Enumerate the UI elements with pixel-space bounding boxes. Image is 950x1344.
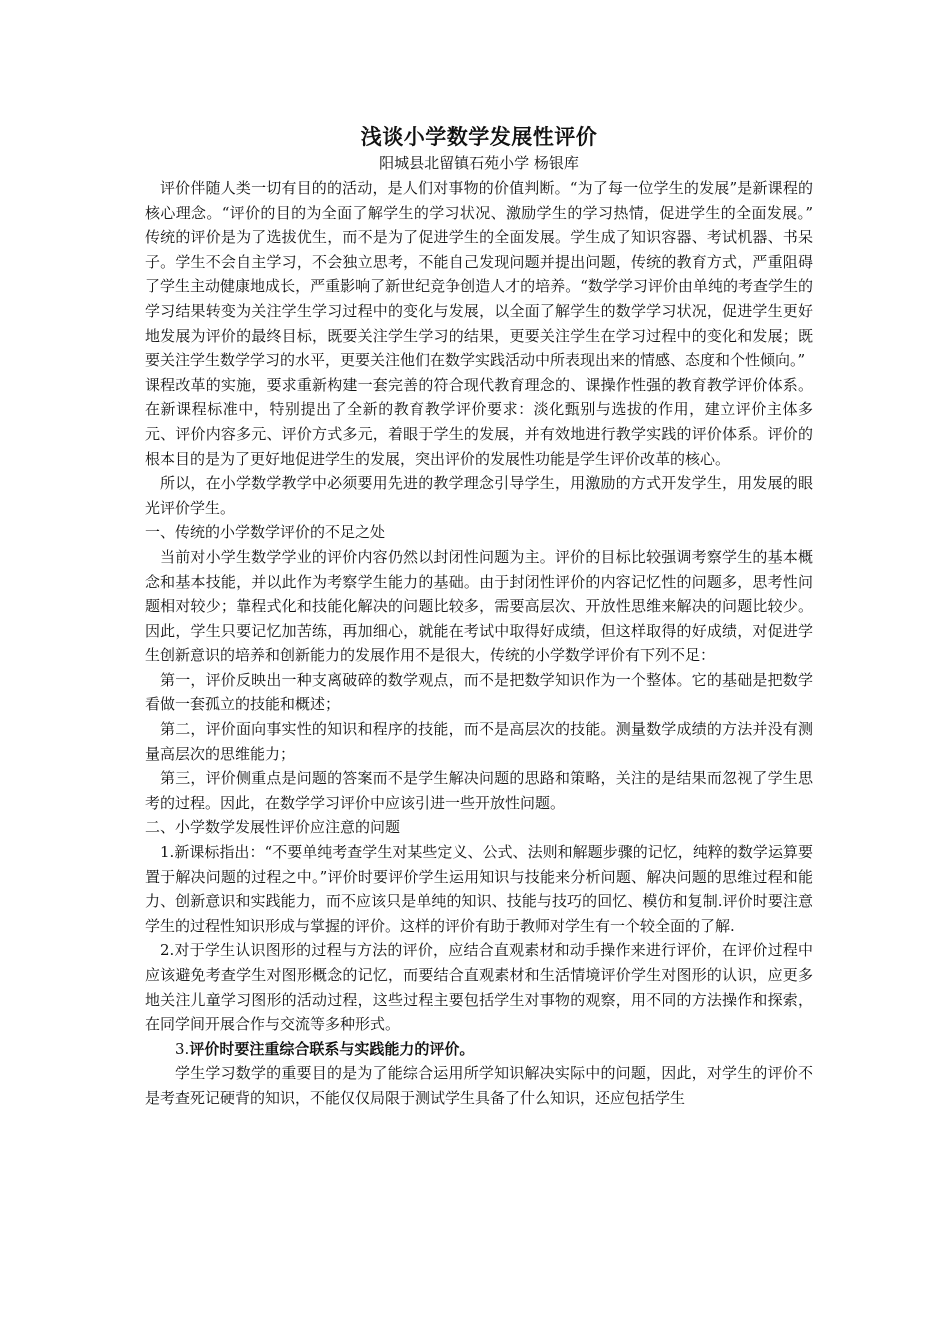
paragraph-item-1: 1.新课标指出：“不要单纯考查学生对某些定义、公式、法则和解题步骤的记忆，纯粹的数学运算要置于解决问题的过程之中。”评价时要评价学生运用知识与技能来分析问题、解决问题的思维过程和能力、创新意识和实践能力，而不应该只是单纯的知识、技能与技巧的回忆、模仿和复制.评价时要注意学生的过程性知识形成与掌握的评价。这样的评价有助于教师对学生有一个较全面的了解. [145,843,813,935]
document-title: 浅谈小学数学发展性评价 [360,124,598,149]
section-heading-2: 二、小学数学发展性评价应注意的问题 [145,818,401,837]
section-heading-1: 一、传统的小学数学评价的不足之处 [145,523,386,542]
subheading-number: 3. [175,1039,190,1058]
paragraph-item-3: 学生学习数学的重要目的是为了能综合运用所学知识解决实际中的问题，因此，对学生的评价不是考查死记硬背的知识，不能仅仅局限于测试学生具备了什么知识，还应包括学生 [145,1064,813,1107]
paragraph-first-point: 第一，评价反映出一种支离破碎的数学观点，而不是把数学知识作为一个整体。它的基础是把数学看做一套孤立的技能和概述； [145,670,813,714]
paragraph-third-point: 第三，评价侧重点是问题的答案而不是学生解决问题的思路和策略，关注的是结果而忽视了学生思考的过程。因此，在数学学习评价中应该引进一些开放性问题。 [145,769,813,812]
subheading-text: 评价时要注重综合联系与实践能力的评价。 [189,1039,475,1058]
document-author: 阳城县北留镇石苑小学 杨银库 [379,154,579,172]
paragraph-reform: 课程改革的实施，要求重新构建一套完善的符合现代教育理念的、课操作性强的教育教学评价体系。在新课程标准中，特别提出了全新的教育教学评价要求：淡化甄别与选拔的作用，建立评价主体多元、评价内容多元、评价方式多元，着眼于学生的发展，并有效地进行教学实践的评价体系。评价的根本目的是为了更好地促进学生的发展，突出评价的发展性功能是学生评价改革的核心。 [145,375,813,468]
paragraph-second-point: 第二，评价面向事实性的知识和程序的技能，而不是高层次的技能。测量数学成绩的方法并没有测量高层次的思维能力； [145,720,813,763]
paragraph-item-2: 2.对于学生认识图形的过程与方法的评价，应结合直观素材和动手操作来进行评价，在评价过程中应该避免考查学生对图形概念的记忆，而要结合直观素材和生活情境评价学生对图形的认识，应更多地关注儿童学习图形的活动过程，这些过程主要包括学生对事物的观察，用不同的方法操作和探索，在同学间开展合作与交流等多种形式。 [145,941,813,1034]
paragraph-intro: 评价伴随人类一切有目的的活动，是人们对事物的价值判断。“为了每一位学生的发展”是新课程的核心理念。“评价的目的为全面了解学生的学习状况、激励学生的学习热情，促进学生的全面发展。” 传统的评价是为了选拔优生，而不是为了促进学生的全面发展。学生成了知识容器、考试机器、书呆子。学生不会自主学习，不会独立思考，不能自己发现问题并提出问题，传统的教育方式，严重阻碍了学生主动健康地成长，严重影响了新世纪竞争创造人才的培养。“数学学习评价由单纯的考查学生的学习结果转变为关注学生学习过程中的变化与发展，以全面了解学生的数学学习状况，促进学生更好地发展为评价的最终目标，既要关注学生学习的结果，更要关注学生在学习过程中的变化和发展；既要关注学生数学学习的水平，更要关注他们在数学实践活动中所表现出来的情感、态度和个性倾向。” [145,179,813,370]
paragraph-therefore: 所以，在小学数学教学中必须要用先进的教学理念引导学生，用激励的方式开发学生，用发展的眼光评价学生。 [145,474,813,517]
document-body [145,122,813,1111]
paragraph-current-evaluation: 当前对小学生数学学业的评价内容仍然以封闭性问题为主。评价的目标比较强调考察学生的基本概念和基本技能，并以此作为考察学生能力的基础。由于封闭性评价的内容记忆性的问题多，思考性问题相对较少；靠程式化和技能化解决的问题比较多，需要高层次、开放性思维来解决的问题比较少。因此，学生只要记忆加苦练，再加细心，就能在考试中取得好成绩，但这样取得的好成绩，对促进学生创新意识的培养和创新能力的发展作用不是很大，传统的小学数学评价有下列不足： [145,547,813,665]
subheading-item-3 [145,1037,813,1062]
